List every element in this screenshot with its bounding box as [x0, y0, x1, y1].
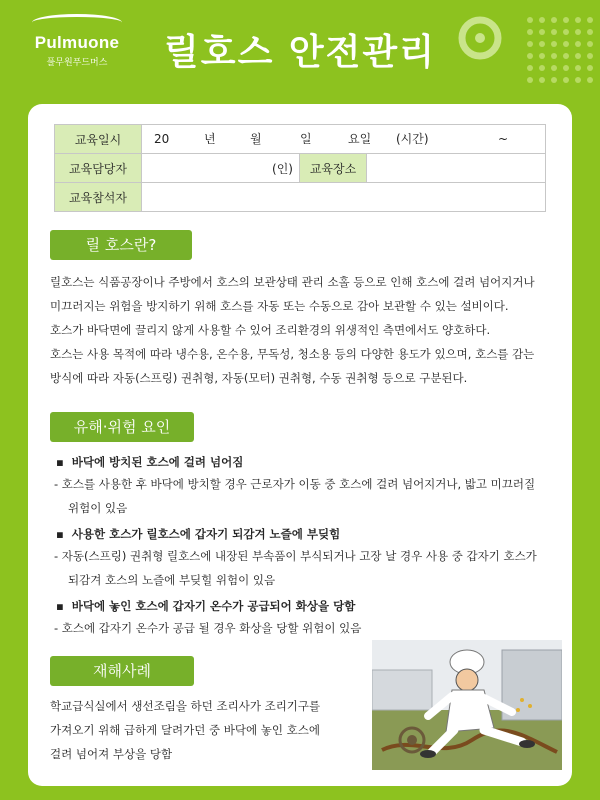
hazard-item-title: ▪ 사용한 호스가 릴호스에 갑자기 되감겨 노즐에 부딪힘 — [56, 526, 340, 542]
hazard-item-title: ▪ 바닥에 놓인 호스에 갑자기 온수가 공급되어 화상을 당함 — [56, 598, 355, 614]
hazard-desc-line: - 자동(스프링) 권취형 릴호스에 내장된 부속품이 부식되거나 고장 날 경우 사용 중 갑자기 호스가 — [54, 549, 537, 563]
date-day-unit: 일 — [300, 132, 312, 146]
logo-subtitle: 풀무원푸드머스 — [46, 58, 108, 68]
section1-line: 방식에 따라 자동(스프링) 권취형, 자동(모터) 권취형, 수동 권취형 등으로 구분된다. — [50, 371, 468, 385]
section-heading-what-is-reel-hose: 릴 호스란? — [50, 230, 192, 260]
hazard-item-desc — [54, 616, 554, 640]
section3-body — [50, 694, 350, 766]
date-time-label: (시간) — [396, 132, 429, 146]
date-field[interactable] — [142, 125, 546, 154]
section-heading-accident-case: 재해사례 — [50, 656, 194, 686]
instructor-label: 교육담당자 — [55, 154, 142, 183]
date-month-unit: 월 — [250, 132, 262, 146]
section1-line: 호스는 사용 목적에 따라 냉수용, 온수용, 무독성, 청소용 등의 다양한 용도가 있으며, 호스를 감는 — [50, 347, 535, 361]
cook-tripping-illustration — [372, 640, 562, 770]
section3-line: 걸려 넘어져 부상을 당함 — [50, 747, 173, 761]
hazard-item-title: ▪ 바닥에 방치된 호스에 걸려 넘어짐 — [56, 454, 243, 470]
section3-line: 가져오기 위해 급하게 달려가던 중 바닥에 놓인 호스에 — [50, 723, 320, 737]
page-title: 릴호스 안전관리 — [164, 32, 436, 73]
date-weekday-unit: 요일 — [348, 132, 372, 146]
section1-line: 릴호스는 식품공장이나 주방에서 호스의 보관상태 관리 소홀 등으로 인해 호스에 걸려 넘어지거나 — [50, 275, 535, 289]
section1-body — [50, 270, 560, 390]
seal-mark: (인) — [272, 161, 293, 176]
hazard-desc-line: - 호스에 갑자기 온수가 공급 될 경우 화상을 당할 위험이 있음 — [54, 621, 362, 635]
date-year-unit: 년 — [204, 132, 216, 146]
instructor-field[interactable] — [142, 154, 300, 183]
section-heading-hazards: 유해·위험 요인 — [50, 412, 194, 442]
decorative-circles — [430, 10, 600, 110]
logo-brand: Pulmuone — [34, 33, 120, 52]
education-info-table — [54, 124, 546, 212]
hazard-desc-line: 되감겨 호스의 노즐에 부딪힐 위험이 있음 — [68, 573, 276, 587]
date-label: 교육일시 — [55, 125, 142, 154]
hazard-desc-line: 위험이 있음 — [68, 501, 128, 515]
date-time-separator: ~ — [498, 132, 509, 146]
attendees-label: 교육참석자 — [55, 183, 142, 212]
section1-line: 호스가 바닥면에 끌리지 않게 사용할 수 있어 조리환경의 위생적인 측면에서도 양호하다. — [50, 323, 491, 337]
place-label: 교육장소 — [300, 154, 367, 183]
hazard-item-desc — [54, 472, 554, 520]
hazard-item-desc — [54, 544, 554, 592]
attendees-field[interactable] — [142, 183, 546, 212]
section1-line: 미끄러지는 위험을 방지하기 위해 호스를 자동 또는 수동으로 감아 보관할 수 있는 설비이다. — [50, 299, 509, 313]
section3-line: 학교급식실에서 생선조림을 하던 조리사가 조리기구를 — [50, 699, 321, 713]
hazard-desc-line: - 호스를 사용한 후 바닥에 방치할 경우 근로자가 이동 중 호스에 걸려 넘어지거나, 밟고 미끄러질 — [54, 477, 536, 491]
date-year-prefix: 20 — [154, 132, 170, 146]
place-field[interactable] — [367, 154, 546, 183]
